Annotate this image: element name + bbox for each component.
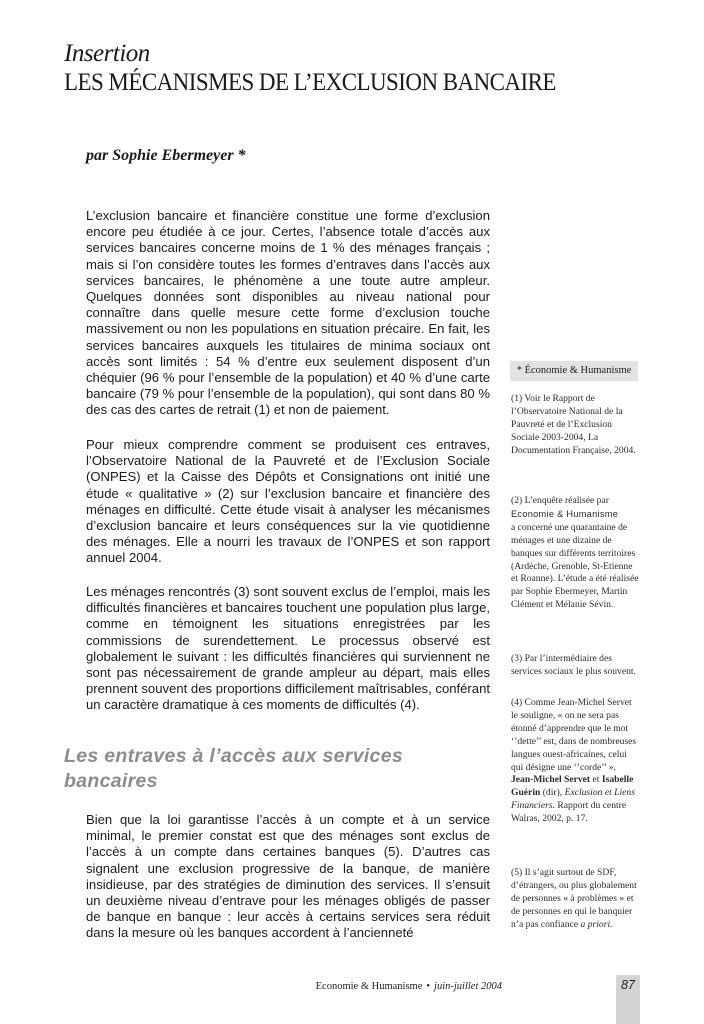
footer-publication: Economie & Humanisme (315, 981, 423, 992)
article-title: LES MÉCANISMES DE L’EXCLUSION BANCAIRE (64, 69, 556, 96)
footnote-1-text: (1) Voir le Rapport de l’Observatoire National de la Pauvreté et de l’Exclusion Sociale 2003-2004, La Documentation Française, 2004. (511, 393, 636, 456)
footnote-5-body: (5) Il s’agit surtout de SDF, d’étrangers, ou plus globalement de personnes « à problèmes » et de personnes en qui le banquier n’a pas confiance (511, 867, 637, 930)
footnote-3 (511, 653, 639, 679)
paragraph-1: L’exclusion bancaire et financière constitue une forme d’exclusion encore peu étudiée à ce jour. Certes, l’absence totale d’accès aux services bancaires concerne moins de 1 % des ménages français ; mais si l’on considère toutes les formes d’entraves dans l’accès aux services bancaires, le phénomène a une toute autre ampleur. Quelques données sont disponibles au niveau national pour connaître dans quelle mesure cette forme d’exclusion touche massivement ou non les populations en situation précaire. En fait, les services bancaires auxquels les titulaires de minima sociaux ont accès sont limités : 54 % d’entre eux seulement disposent d’un chéquier (96 % pour l’ensemble de la population) et 40 % d’une carte bancaire (79 % pour l’ensemble de la population), qui sont dans 80 % des cas des cartes de retrait (1) et non de paiement. (86, 208, 490, 418)
footnote-1 (511, 393, 639, 458)
author-affiliation: * Économie & Humanisme (510, 361, 638, 381)
footnote-3-text: (3) Par l’intermédiaire des services sociaux le plus souvent. (511, 653, 636, 677)
paragraph-4: Bien que la loi garantisse l’accès à un compte et à un service minimal, le premier constat est que des ménages sont exclus de l’accès à un compte dans certaines banques (5). D’autres cas signalent une exclusion progressive de la banque, de manière insidieuse, par des stratégies de diminution des services. Il s’ensuit un deuxième niveau d’entrave pour les ménages obligés de passer de banque en banque : leur accès à certains services sera réduit dans la mesure où les banques accordent à l’ancienneté (86, 812, 490, 941)
footnote-2-text (511, 495, 639, 612)
footnote-4 (511, 697, 639, 826)
footnote-2-intro: (2) L’enquête réalisée par (511, 495, 609, 506)
footnote-5-text (511, 867, 639, 932)
footnote-5 (511, 867, 639, 932)
footnote-4-author-2: Isabelle Guérin (511, 774, 634, 799)
footer-bullet: • (426, 981, 431, 992)
page-footer (0, 981, 502, 992)
footnote-4-book-title: Exclusion et Liens Financiers. (511, 787, 635, 812)
footnote-2-brand: Economie & Humanisme (511, 508, 619, 519)
byline: par Sophie Ebermeyer * (86, 147, 246, 164)
footnote-4-editor-mark: (dir), (542, 787, 563, 799)
paragraph-2: Pour mieux comprendre comment se produisent ces entraves, l’Observatoire National de la Pauvreté et de l’Exclusion Sociale (ONPES) et la Caisse des Dépôts et Consignations ont initié une étude « qualitative » (2) sur l’exclusion bancaire et financière des ménages en difficulté. Cette étude visait à analyser les mécanismes d’exclusion bancaire et leurs conséquences sur la vie quotidienne des ménages. Elle a nourri les travaux de l’ONPES et son rapport annuel 2004. (86, 437, 490, 566)
footnote-4-conjunction: et (592, 774, 600, 786)
page-number: 87 (621, 978, 635, 992)
footnote-2-body: a concerné une quarantaine de ménages et une dizaine de banques sur différents territoires (Ardèche, Grenoble, St-Etienne et Roanne). L’étude a été réalisée par Sophie Ebermeyer, Martin Clément et Mélanie Sévin. (511, 521, 639, 611)
section-heading: Les entraves à l’accès aux services bancaires (64, 745, 403, 792)
footnote-2 (511, 495, 639, 612)
footnote-4-text (511, 697, 639, 826)
section-kicker: Insertion (64, 40, 150, 67)
paragraph-3: Les ménages rencontrés (3) sont souvent exclus de l’emploi, mais les difficultés financières et bancaires touchent une population plus large, comme en témoignent les situations enregistrées par les commissions de surendettement. Le processus observé est globalement le suivant : les difficultés financières qui surviennent ne sont pas nécessairement de grande ampleur au départ, mais elles prennent souvent des proportions difficilement maîtrisables, conférant un caractère dramatique à ces moments de difficultés (4). (86, 584, 490, 713)
footer-date: juin-juillet 2004 (434, 981, 502, 992)
footnote-5-emphasis: a priori. (580, 918, 613, 930)
footnote-4-author-1: Jean-Michel Servet (511, 774, 591, 786)
footnote-4-quote: (4) Comme Jean-Michel Servet le souligne, « on ne sera pas étonné d’apprendre que le mot ‘’dette’’ est, dans de nombreuses langues ouest-africaines, celui qui désigne une ‘’corde’’ ». (511, 697, 637, 773)
footnote-4-source: Rapport du centre Walras, 2002, p. 17. (511, 800, 627, 825)
